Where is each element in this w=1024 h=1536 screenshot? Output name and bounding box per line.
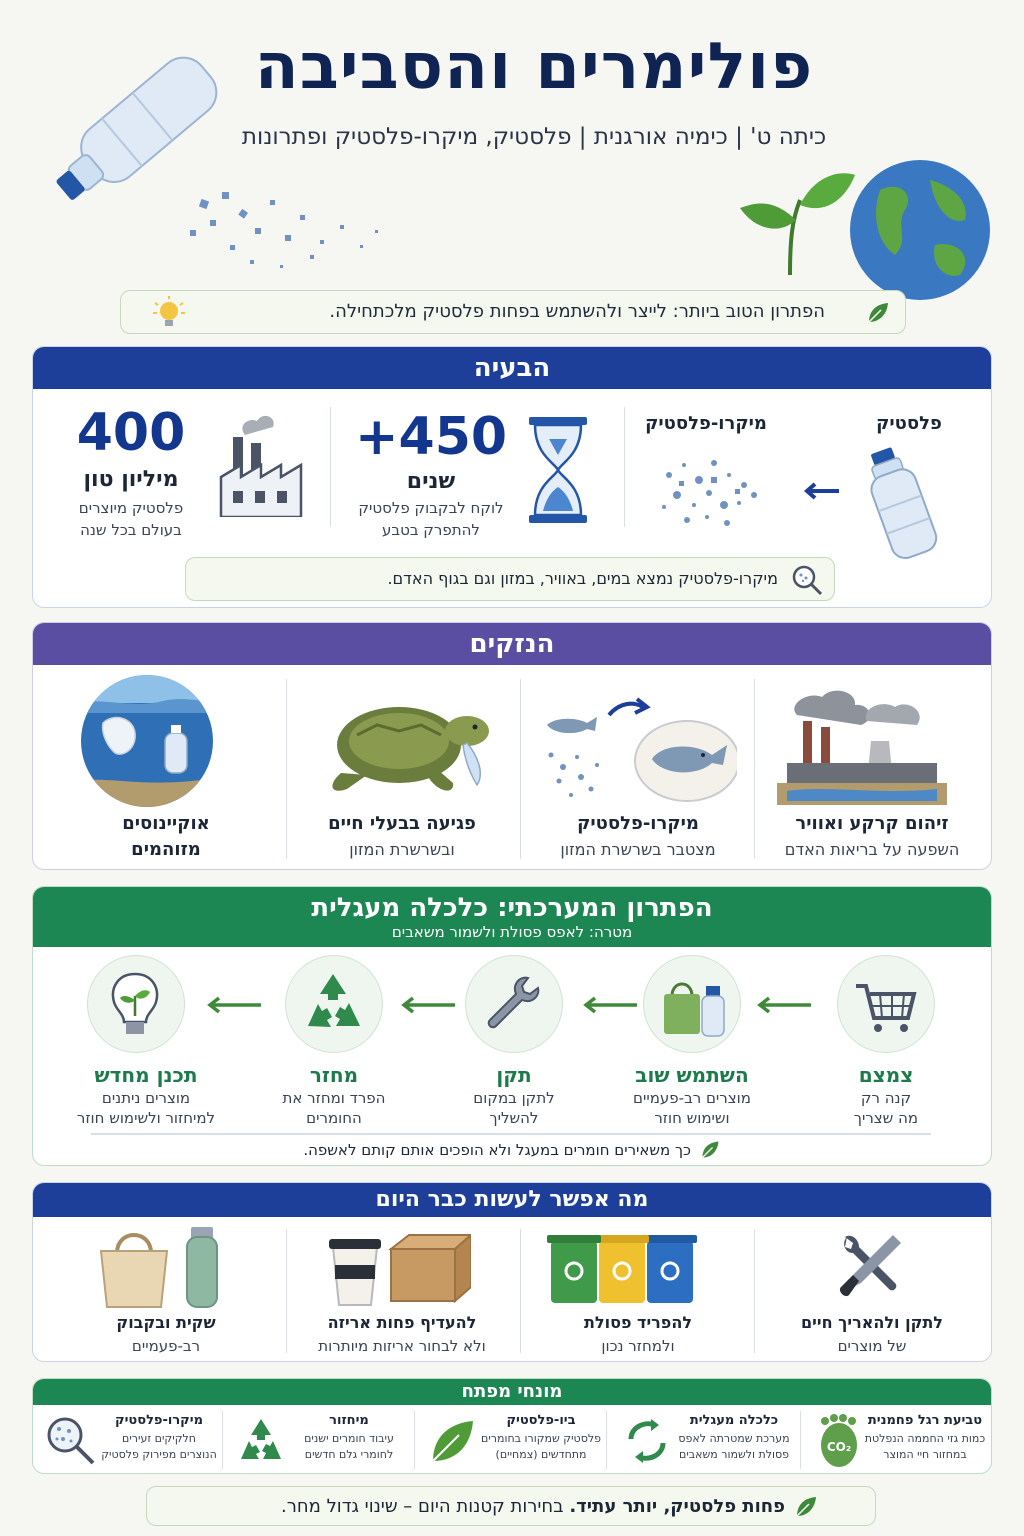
terms-heading: מונחי מפתח (33, 1379, 991, 1405)
circular-arrows-icon (621, 1415, 673, 1467)
step-desc-5b: למיחזור ולשימוש חוזר (76, 1109, 216, 1127)
step-title-1: צמצם (858, 1063, 914, 1087)
reusable-bag-bottle-icon (642, 956, 740, 1054)
lightbulb-icon (149, 295, 189, 331)
problem-panel (32, 346, 992, 608)
plastic-bottle-fragmenting-icon (40, 50, 400, 280)
harm-desc-1: השפעה על בריאות האדם (784, 840, 960, 859)
years-desc-2: להתפרק בטבע (382, 521, 480, 539)
microplastic-label: מיקרו-פלסטיק (645, 413, 767, 434)
circular-economy-panel (32, 886, 992, 1166)
years-desc-1: לוקח לבקבוק פלסטיק (358, 499, 504, 517)
recycle-circle (285, 955, 383, 1053)
tons-desc-1: פלסטיק מיוצרים (78, 499, 184, 517)
tons-desc-2: בעולם בכל שנה (80, 521, 182, 539)
harms-panel (32, 622, 992, 870)
tip-text: הפתרון הטוב ביותר: לייצר ולהשתמש בפחות פלסטיק מלכתחילה. (329, 301, 825, 322)
today-title-3: להעדיף פחות אריזה (327, 1313, 477, 1332)
today-title-4: שקית ובקבוק (116, 1313, 216, 1332)
reusable-bag-bottle-icon (89, 1223, 239, 1309)
tons-unit: מיליון טון (83, 467, 179, 492)
tip-box (120, 290, 906, 334)
wrench-icon (464, 956, 562, 1054)
page-title: פולימרים והסביבה (254, 30, 814, 104)
term-desc-5a: חלקיקים זעירים (122, 1432, 196, 1445)
today-title-1: לתקן ולהאריך חיים (801, 1313, 943, 1332)
step-desc-1a: קנה רק (860, 1089, 912, 1107)
term-desc-4b: לחומרי גלם חדשים (304, 1448, 394, 1461)
harm-title-3: פגיעה בבעלי חיים (328, 813, 476, 834)
term-desc-1b: במחזור חיי המוצר (883, 1448, 967, 1461)
arrow-icon (399, 995, 459, 1015)
term-title-2: כלכלה מעגלית (689, 1413, 779, 1428)
term-title-3: ביו-פלסטיק (506, 1413, 576, 1428)
today-heading: מה אפשר לעשות כבר היום (33, 1183, 991, 1217)
arrow-icon (205, 995, 265, 1015)
circular-note: כך משאירים חומרים במעגל ולא הופכים אותם קותם לאשפה. (303, 1141, 691, 1159)
leaf-icon (427, 1415, 479, 1467)
term-title-1: טביעת רגל פחמנית (867, 1413, 983, 1428)
leaf-icon (699, 1139, 721, 1161)
sea-turtle-icon (317, 685, 497, 805)
polluted-ocean-icon (73, 673, 221, 809)
term-desc-2b: פסולת ולשמור משאבים (679, 1448, 789, 1461)
harm-desc-4: מזוהמים (131, 839, 201, 860)
recycling-bins-icon (543, 1227, 703, 1307)
earth-sprout-icon (730, 150, 1000, 310)
today-title-2: להפריד פסולת (583, 1313, 692, 1332)
magnifier-icon (43, 1413, 99, 1469)
harm-title-4: אוקיינוסים (122, 813, 210, 834)
step-desc-4b: החומרים (306, 1109, 362, 1127)
step-desc-3b: להשליך (489, 1109, 539, 1127)
term-desc-4a: עיבוד חומרים ישנים (304, 1432, 394, 1445)
step-title-5: תכנן מחדש (94, 1063, 198, 1087)
step-desc-1b: מה שצריך (853, 1109, 919, 1127)
harm-title-2: מיקרו-פלסטיק (577, 813, 699, 834)
tools-icon (831, 1223, 911, 1303)
step-title-2: השתמש שוב (635, 1063, 749, 1087)
fish-food-chain-icon (537, 685, 737, 805)
term-desc-3a: פלסטיק שמקורו בחומרים (481, 1432, 601, 1445)
leaf-icon (865, 300, 891, 326)
years-value: 450+ (354, 407, 508, 467)
today-desc-4: רב-פעמיים (131, 1337, 201, 1355)
shopping-cart-circle (837, 955, 935, 1053)
today-panel (32, 1182, 992, 1362)
today-desc-1: של מוצרים (837, 1337, 907, 1355)
harms-heading: הנזקים (33, 623, 991, 665)
arrow-icon (581, 995, 641, 1015)
term-desc-1a: כמות גזי החממה הנפלטת (864, 1432, 986, 1445)
magnifier-icon (790, 564, 824, 596)
footer-rest: בחירות קטנות היום – שינוי גדול מחר. (280, 1496, 570, 1517)
reuse-bag-circle (643, 955, 741, 1053)
tons-value: 400 (76, 403, 186, 463)
step-desc-3a: לתקן במקום (473, 1089, 555, 1107)
harm-desc-3: ובשרשרת המזון (349, 840, 455, 859)
recycle-icon (235, 1415, 287, 1467)
footer-box (146, 1486, 876, 1526)
box-and-cup-icon (321, 1225, 471, 1307)
arrow-left-icon (801, 481, 841, 501)
step-desc-2a: מוצרים רב-פעמיים (633, 1089, 751, 1107)
today-desc-2: ולמחזר נכון (601, 1337, 675, 1355)
term-desc-2a: מערכת שמטרתה לאפס (678, 1432, 790, 1445)
term-title-5: מיקרו-פלסטיק (115, 1413, 203, 1428)
footer-text (281, 1496, 785, 1517)
power-plant-pollution-icon (777, 685, 947, 805)
circular-goal: מטרה: לאפס פסולת ולשמור משאבים (391, 923, 633, 941)
leaf-icon (793, 1494, 819, 1520)
plastic-bottle-icon (851, 443, 951, 563)
redesign-circle (87, 955, 185, 1053)
step-desc-5a: מוצרים ניתנים (101, 1089, 191, 1107)
co2-label: CO₂ (826, 1440, 852, 1454)
carbon-footprint-icon (815, 1413, 863, 1469)
term-desc-5b: הנוצרים מפירוק פלסטיק (101, 1448, 217, 1461)
step-desc-4a: הפרד ומחזר את (282, 1089, 386, 1107)
term-desc-3b: מתחדשים (צמחיים) (495, 1448, 587, 1461)
problem-note-box (185, 557, 835, 601)
step-title-4: מחזר (309, 1063, 359, 1087)
key-terms-panel (32, 1378, 992, 1474)
page-subtitle: כיתה ט' | כימיה אורגנית | פלסטיק, מיקרו-פלסטיק ופתרונות (241, 124, 827, 150)
lightbulb-sprout-icon (86, 956, 184, 1054)
problem-heading: הבעיה (33, 347, 991, 389)
arrow-icon (755, 995, 815, 1015)
footer-bold: פחות פלסטיק, יותר עתיד. (569, 1496, 785, 1517)
plastic-label: פלסטיק (876, 413, 942, 434)
today-desc-3: ולא לבחור אריזות מיותרות (318, 1337, 486, 1355)
problem-note: מיקרו-פלסטיק נמצא במים, באוויר, במזון וגם בגוף האדם. (387, 569, 778, 588)
harm-title-1: זיהום קרקע ואוויר (795, 813, 949, 834)
recycle-icon (284, 956, 382, 1054)
shopping-cart-icon (836, 956, 934, 1054)
factory-icon (215, 407, 305, 517)
repair-circle (465, 955, 563, 1053)
circular-bar (33, 887, 991, 947)
step-desc-2b: ושימוש חוזר (654, 1109, 730, 1127)
step-title-3: תקן (496, 1063, 532, 1087)
harm-desc-2: מצטבר בשרשרת המזון (560, 840, 716, 859)
microplastic-particles-icon (649, 445, 769, 535)
years-unit: שנים (406, 469, 456, 494)
term-title-4: מיחזור (329, 1413, 369, 1428)
circular-heading: הפתרון המערכתי: כלכלה מעגלית (311, 893, 713, 923)
